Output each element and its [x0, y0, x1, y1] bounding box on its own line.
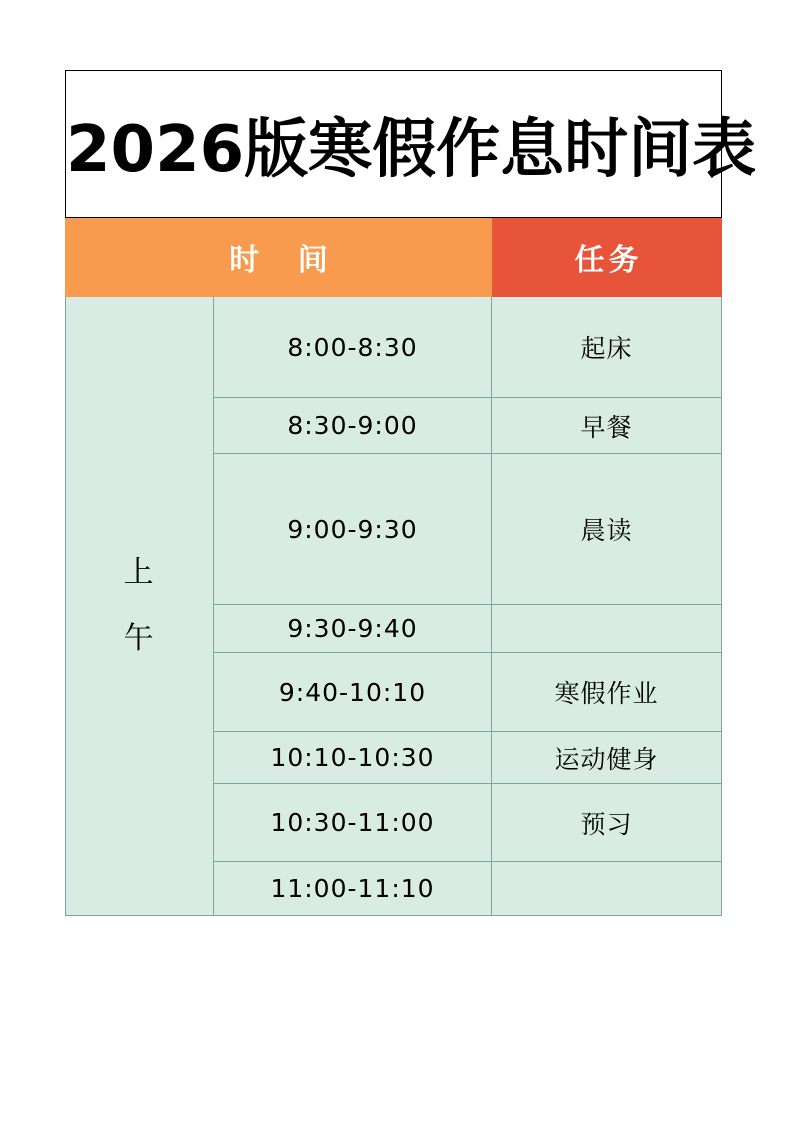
time-cell: 10:10-10:30 — [214, 732, 492, 784]
schedule-table — [65, 70, 757, 916]
time-cell: 9:40-10:10 — [214, 653, 492, 732]
task-cell: 早餐 — [492, 398, 722, 454]
time-cell: 8:00-8:30 — [214, 297, 492, 398]
task-cell: 运动健身 — [492, 732, 722, 784]
task-cell: 晨读 — [492, 454, 722, 605]
table-row — [66, 297, 722, 398]
page-title: 2026版寒假作息时间表 — [66, 113, 757, 187]
task-cell: 起床 — [492, 297, 722, 398]
header-row — [66, 218, 722, 297]
task-cell — [492, 605, 722, 653]
task-cell — [492, 862, 722, 916]
period-label-morning — [66, 297, 214, 916]
column-header-time: 时 间 — [66, 218, 492, 297]
time-cell: 11:00-11:10 — [214, 862, 492, 916]
period-label-line-2: 午 — [123, 621, 156, 656]
title-row — [66, 71, 722, 218]
time-cell: 9:30-9:40 — [214, 605, 492, 653]
time-cell: 10:30-11:00 — [214, 784, 492, 862]
document-title-cell — [66, 71, 757, 218]
time-cell: 8:30-9:00 — [214, 398, 492, 454]
period-label-line-1: 上 — [123, 555, 156, 590]
time-cell: 9:00-9:30 — [214, 454, 492, 605]
column-header-task: 任务 — [492, 218, 722, 297]
task-cell: 预习 — [492, 784, 722, 862]
task-cell: 寒假作业 — [492, 653, 722, 732]
